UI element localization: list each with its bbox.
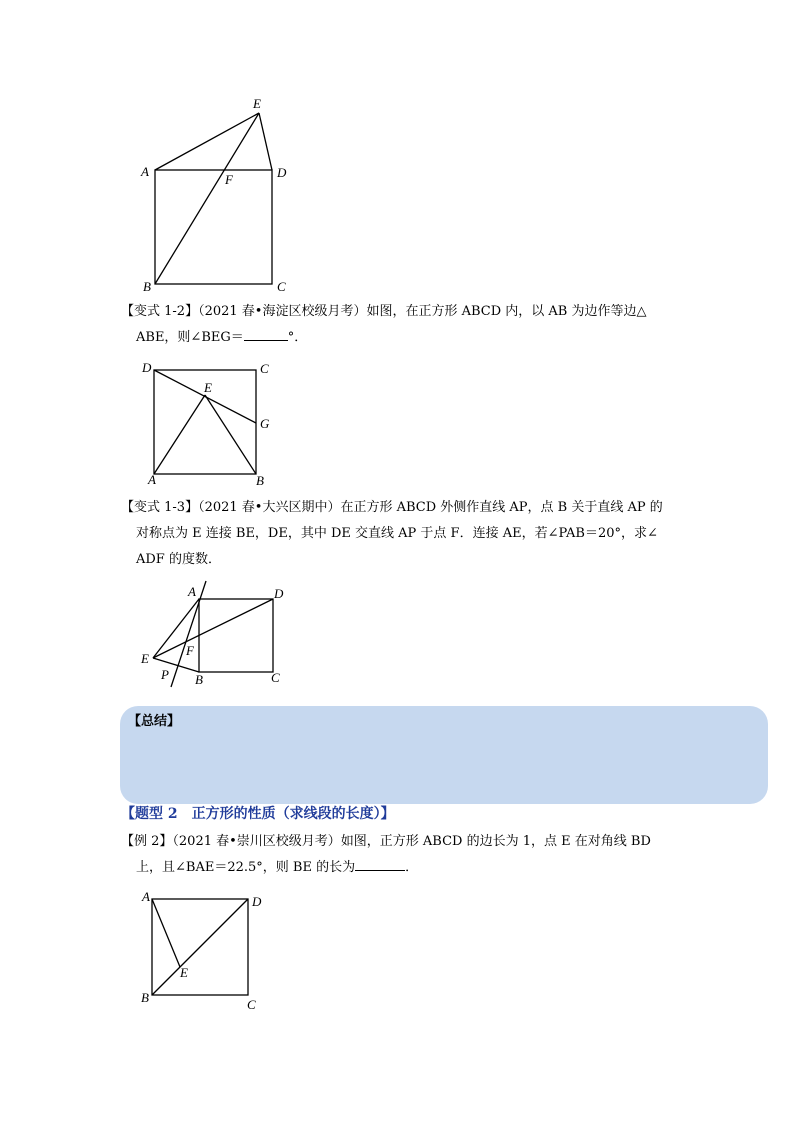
- question-text-line: [121, 855, 681, 881]
- label-d: D: [252, 894, 262, 909]
- summary-label: 【总结】: [128, 714, 181, 729]
- question-text-line: 【变式 1-3】（2021 春•大兴区期中）在正方形 ABCD 外侧作直线 AP，点 B 关于直线 AP 的: [121, 500, 663, 515]
- question-text: °．: [287, 330, 308, 345]
- figure-square-with-diagonal: [0, 885, 794, 1015]
- question-text-line: 【例 2】（2021 春•崇川区校级月考）如图，正方形 ABCD 的边长为 1，点 E 在对角线 BD: [121, 834, 651, 849]
- answer-blank[interactable]: [244, 326, 288, 341]
- figure-square-abcd-with-point-e: [0, 0, 794, 300]
- label-b: B: [195, 672, 203, 687]
- label-e: E: [180, 965, 188, 980]
- label-d: D: [277, 165, 287, 180]
- label-f: F: [225, 172, 233, 187]
- question-text-line: [121, 325, 681, 351]
- label-c: C: [247, 997, 256, 1012]
- summary-box: [120, 706, 768, 804]
- segment-ed: [259, 113, 272, 170]
- label-a: A: [148, 472, 156, 487]
- question-text: ABE，则∠BEG＝: [136, 330, 244, 345]
- segment-ae: [155, 113, 259, 170]
- segment-be: [155, 113, 259, 284]
- label-a: A: [188, 584, 196, 599]
- label-b: B: [256, 473, 264, 488]
- label-b: B: [143, 279, 151, 294]
- label-b: B: [141, 990, 149, 1005]
- label-d: D: [142, 360, 152, 375]
- question-text: 上，且∠BAE＝22.5°，则 BE 的长为: [136, 860, 356, 875]
- label-c: C: [277, 279, 286, 294]
- question-text-line: 对称点为 E 连接 BE，DE，其中 DE 交直线 AP 于点 F．连接 AE，若∠PAB＝20°，求∠: [136, 526, 658, 541]
- label-a: A: [141, 164, 149, 179]
- label-g: G: [260, 416, 270, 431]
- label-d: D: [274, 586, 284, 601]
- question-text-line: 【变式 1-2】（2021 春•海淀区校级月考）如图，在正方形 ABCD 内，以 AB 为边作等边△: [121, 304, 647, 319]
- segment-ae: [154, 395, 205, 474]
- label-a: A: [142, 889, 150, 904]
- square-abcd: [199, 599, 273, 672]
- label-c: C: [260, 361, 269, 376]
- label-p: P: [161, 667, 169, 682]
- label-c: C: [271, 670, 280, 685]
- segment-ed: [153, 599, 273, 658]
- segment-ae: [152, 899, 180, 967]
- label-e: E: [204, 380, 212, 395]
- question-example-2: [121, 829, 681, 881]
- answer-blank[interactable]: [355, 856, 405, 871]
- label-e: E: [141, 651, 149, 666]
- diagonal-bd: [152, 899, 248, 995]
- question-variant-1-2: [121, 299, 681, 351]
- question-variant-1-3: [121, 495, 681, 573]
- segment-be: [205, 395, 256, 474]
- label-e: E: [253, 96, 261, 111]
- figure-square-with-reflection-line: [0, 575, 794, 695]
- label-f: F: [186, 643, 194, 658]
- segment-dg: [154, 370, 256, 423]
- section-heading: 【题型 2 正方形的性质（求线段的长度）】: [121, 806, 395, 822]
- figure-square-with-equilateral-triangle: [0, 355, 794, 495]
- question-text: ．: [405, 860, 419, 875]
- question-text-line: ADF 的度数．: [136, 552, 221, 567]
